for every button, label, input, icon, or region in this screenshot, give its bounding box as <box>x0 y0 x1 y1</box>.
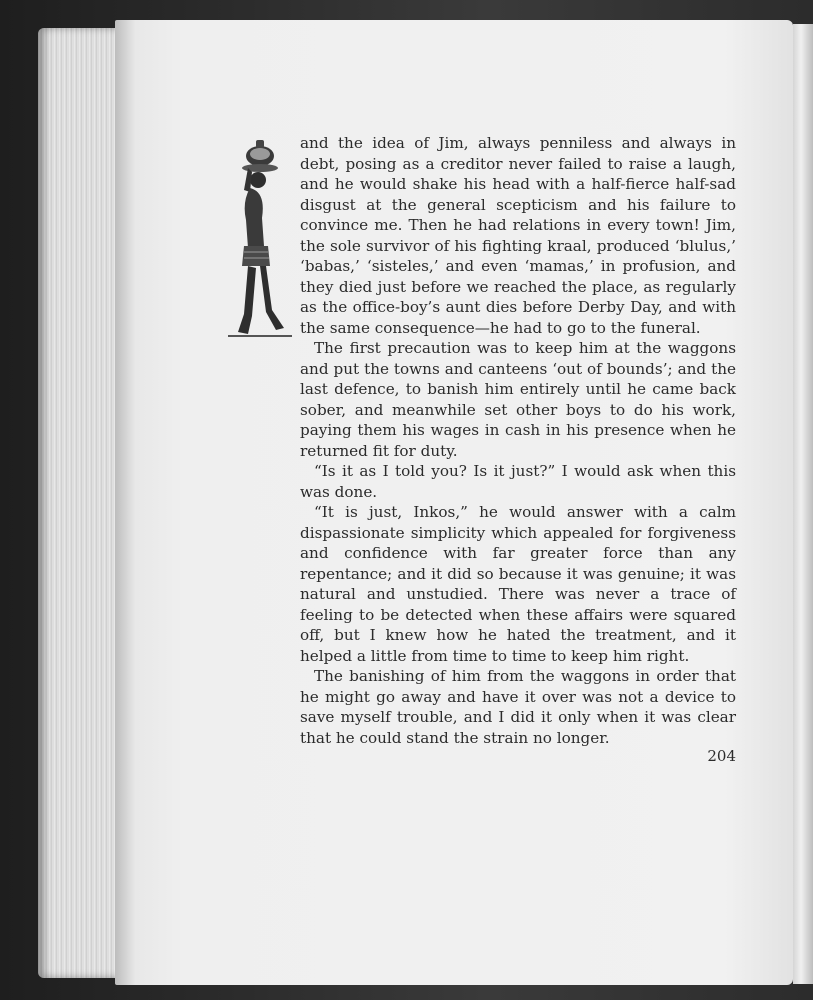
page-edges <box>38 28 120 978</box>
paragraph: The banishing of him from the waggons in order that he might go away and have it over was not a device to save myself trouble, and I did it only when it was clear that he could stand the strain no longer. <box>300 667 736 747</box>
paragraph: “It is just, Inkos,” he would answer with a calm dispassionate simplicity which appealed for forgiveness and confidence with far greater force than any repentance; and it did so because it was genuine; it was natural and unstudied. There was never a trace of feeling to be detected when these affairs were squared off, but I knew how he hated the treatment, and it helped a little from time to time to keep him right. <box>300 503 736 665</box>
page-number: 204 <box>707 747 736 765</box>
body-text <box>300 133 736 748</box>
figure-carrying-pot-illustration <box>218 128 298 340</box>
paragraph: “Is it as I told you? Is it just?” I would ask when this was done. <box>300 462 736 501</box>
paragraph: The first precaution was to keep him at the waggons and put the towns and canteens ‘out of bounds’; and the last defence, to banish him entirely until he came back sober, and meanwhile set other boys to do his work, paying them his wages in cash in his presence when he returned fit for duty. <box>300 339 736 460</box>
facing-page-edge <box>793 24 813 984</box>
paragraph: and the idea of Jim, always penniless and always in debt, posing as a creditor never failed to raise a laugh, and he would shake his head with a half-fierce half-sad disgust at the general scepticism and his failure to convince me. Then he had relations in every town! Jim, the sole survivor of his fighting kraal, produced ‘blulus,’ ‘babas,’ ‘sisteles,’ and even ‘mamas,’ in profusion, and they died just before we reached the place, as regularly as the office-boy’s aunt dies before Derby Day, and with the same consequence—he had to go to the funeral. <box>300 134 736 337</box>
